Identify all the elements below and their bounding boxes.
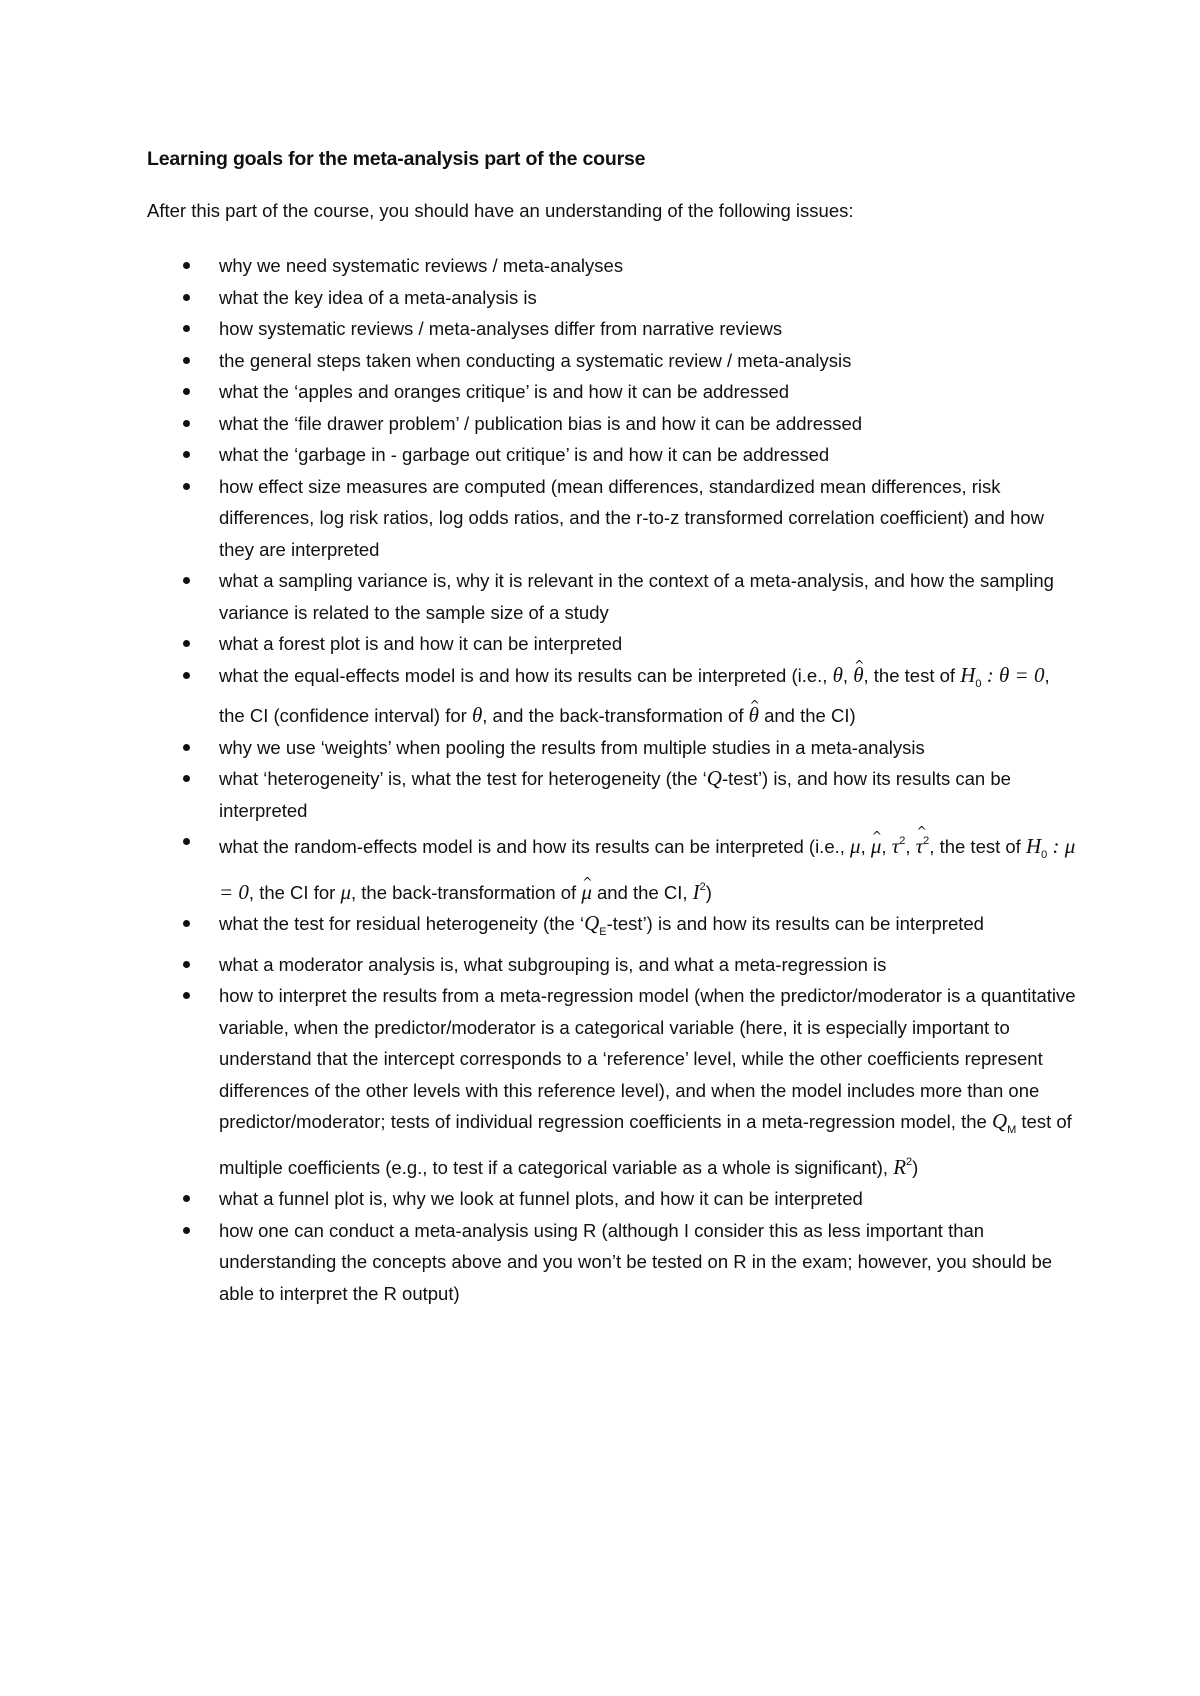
math-mu-hat: ^ μ — [581, 877, 592, 909]
list-item: why we use ‘weights’ when pooling the results from multiple studies in a meta-analysis — [147, 732, 1077, 764]
list-item: how one can conduct a meta-analysis using R (although I consider this as less important than understanding the concepts above and you won’t be tested on R in the exam; however, you should be able to interpret the R output) — [147, 1215, 1077, 1310]
math-q: Q — [706, 766, 722, 790]
list-item: what the ‘garbage in - garbage out critique’ is and how it can be addressed — [147, 439, 1077, 471]
list-item: how to interpret the results from a meta-regression model (when the predictor/moderator is a quantitative variable, when the predictor/moderator is a categorical variable (here, it is especially important to understand that the intercept corresponds to a ‘reference’ level, while the other coefficients represent differences of the other levels with this reference level), and when the model includes more than one predictor/moderator; tests of individual regression coefficients in a meta-regression model, the $Q_M$ test of multiple coefficients (e.g., to test if a categorical variable as a whole is significant), $R^2$) — [147, 980, 1077, 1183]
math-tau-squared-hat: ^ $\tau^2$ — [916, 826, 930, 863]
math-theta: θ — [471, 703, 483, 727]
bullet-icon — [183, 420, 190, 427]
bullet-icon — [183, 483, 190, 490]
math-q-m: $Q_M$ — [991, 1109, 1017, 1136]
list-item: what a sampling variance is, why it is relevant in the context of a meta-analysis, and how the sampling variance is related to the sample size of a study — [147, 565, 1077, 628]
bullet-icon — [183, 451, 190, 458]
bullet-icon — [183, 775, 190, 782]
list-item: what the ‘file drawer problem’ / publication bias is and how it can be addressed — [147, 408, 1077, 440]
bullet-icon — [183, 1195, 190, 1202]
list-item: what a funnel plot is, why we look at funnel plots, and how it can be interpreted — [147, 1183, 1077, 1215]
math-theta-hat: ^ θ — [853, 660, 863, 692]
bullet-icon — [183, 838, 190, 845]
list-item: how effect size measures are computed (mean differences, standardized mean differences, risk differences, log risk ratios, log odds ratios, and the r-to-z transformed correlation coefficient) and how they are interpreted — [147, 471, 1077, 566]
math-r-squared: $R^2$ — [893, 1154, 913, 1179]
document-heading: Learning goals for the meta-analysis part of the course — [147, 148, 646, 170]
bullet-icon — [183, 262, 190, 269]
math-mu: μ — [340, 879, 351, 904]
math-null-hypothesis: $H_0$ : θ = 0 — [960, 662, 1045, 690]
bullet-icon — [183, 325, 190, 332]
math-q-e: $Q_E$ — [584, 911, 607, 938]
bullet-icon — [183, 577, 190, 584]
list-item: the general steps taken when conducting a systematic review / meta-analysis — [147, 345, 1077, 377]
bullet-icon — [183, 961, 190, 968]
list-item: what the test for residual heterogeneity (the ‘$Q_E-test$’) is and how its results can be interpreted — [147, 908, 1077, 949]
list-item: what the equal-effects model is and how its results can be interpreted (i.e., θ, ^ θ, the test of $H_0$ : θ = 0, the CI (confidence interval) for θ, and the back-transformation of ^ θ and the CI) — [147, 660, 1077, 732]
math-theta-hat: ^ θ — [749, 700, 759, 732]
math-null-hypothesis: $H_0$ : μ = 0 — [219, 834, 1076, 904]
bullet-icon — [183, 744, 190, 751]
bullet-icon — [183, 1227, 190, 1234]
math-theta: θ — [832, 662, 843, 687]
list-item: how systematic reviews / meta-analyses differ from narrative reviews — [147, 313, 1077, 345]
bullet-icon — [183, 294, 190, 301]
bullet-icon — [183, 672, 190, 679]
intro-paragraph: After this part of the course, you should have an understanding of the following issues: — [147, 200, 854, 221]
list-item: what the key idea of a meta-analysis is — [147, 282, 1077, 314]
list-item: what a moderator analysis is, what subgrouping is, and what a meta-regression is — [147, 949, 1077, 981]
list-item: what the random-effects model is and how its results can be interpreted (i.e., μ, ^ μ, $\tau^2$, ^ $\tau^2$, the test of $H_0$ : μ = 0, the CI for μ, the back-transformation of ^ μ and the CI, $I^2$) — [147, 826, 1077, 908]
math-mu-hat: ^ μ — [871, 831, 882, 863]
list-item: what ‘heterogeneity’ is, what the test for heterogeneity (the ‘Q-test’) is, and how its results can be interpreted — [147, 763, 1077, 826]
bullet-icon — [183, 992, 190, 999]
list-item: what a forest plot is and how it can be interpreted — [147, 628, 1077, 660]
list-item: what the ‘apples and oranges critique’ is and how it can be addressed — [147, 376, 1077, 408]
bullet-icon — [183, 920, 190, 927]
bullet-icon — [183, 357, 190, 364]
list-item: why we need systematic reviews / meta-analyses — [147, 250, 1077, 282]
math-i-squared: $I^2$ — [692, 879, 706, 904]
bullet-icon — [183, 388, 190, 395]
bullet-icon — [183, 640, 190, 647]
math-mu: μ — [850, 834, 861, 858]
learning-goals-list — [147, 250, 1077, 1309]
math-tau-squared: $\tau^2$ — [891, 834, 906, 858]
